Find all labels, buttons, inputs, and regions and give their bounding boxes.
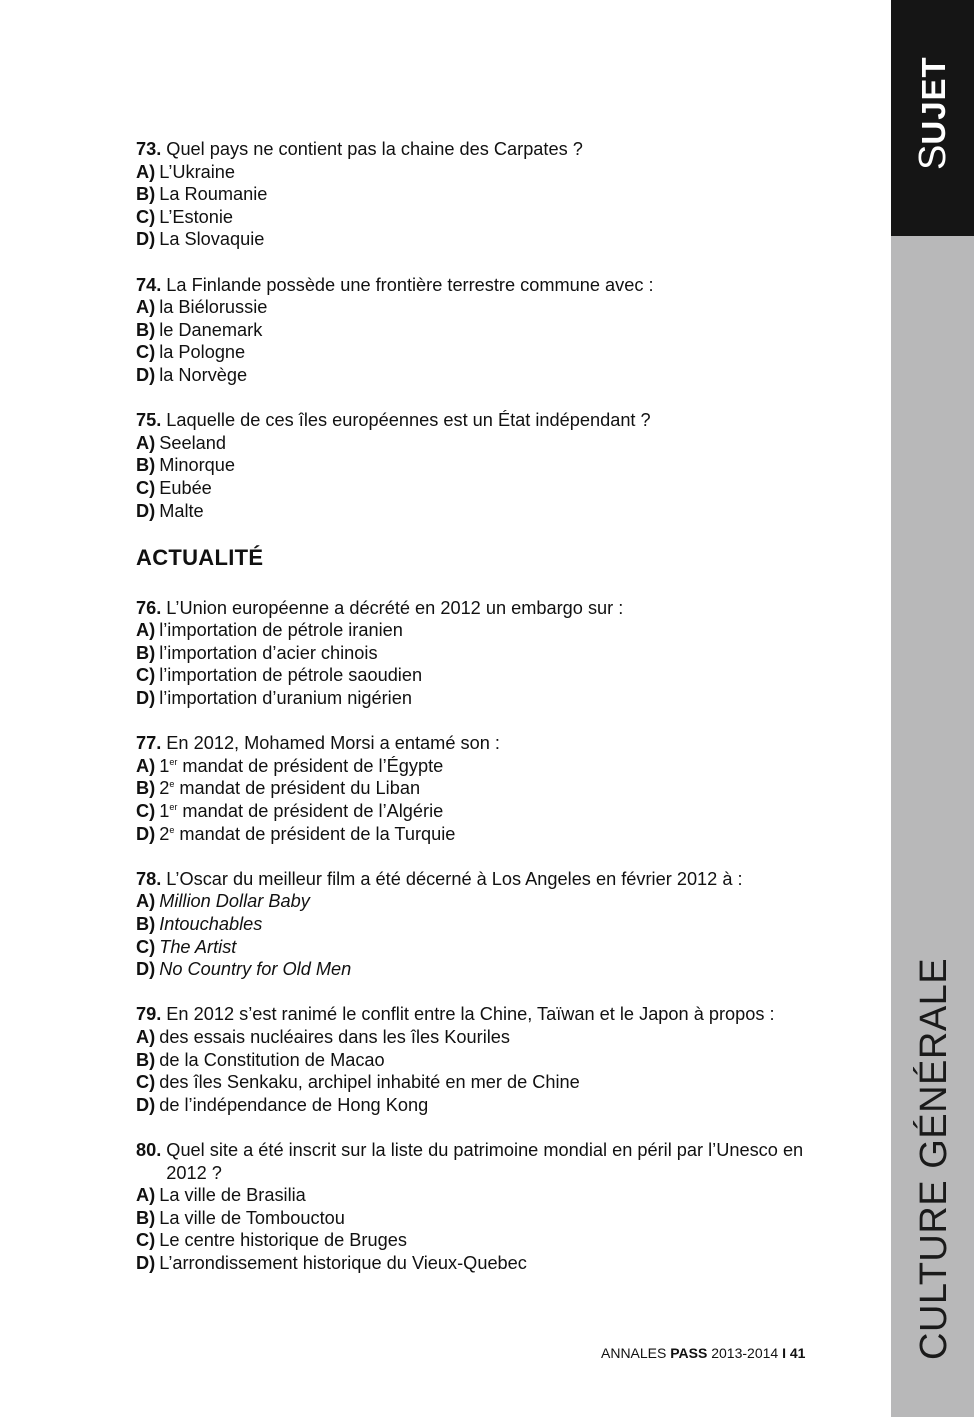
- option-ordinal: 1: [159, 755, 170, 776]
- option: [136, 823, 826, 846]
- question-number: 79.: [136, 1004, 162, 1025]
- option: [136, 1049, 826, 1072]
- question-78: [136, 868, 826, 981]
- question-text: En 2012 s’est ranimé le conflit entre la Chine, Taïwan et le Japon à propos :: [166, 1004, 775, 1025]
- option-letter: C): [136, 665, 156, 686]
- option-letter: B): [136, 319, 156, 340]
- option: [136, 1252, 826, 1275]
- option-ordinal-suffix: e: [169, 779, 175, 790]
- option: [136, 777, 826, 800]
- option: [136, 319, 826, 342]
- option-letter: A): [136, 161, 156, 182]
- option-text: The Artist: [159, 936, 237, 957]
- option: [136, 958, 826, 981]
- option-ordinal: 1: [159, 801, 170, 822]
- question-77: [136, 732, 826, 845]
- option-letter: A): [136, 297, 156, 318]
- option-text: mandat de président du Liban: [174, 778, 421, 799]
- option-letter: A): [136, 432, 156, 453]
- question-number: 77.: [136, 733, 162, 754]
- option-text: La Slovaquie: [159, 229, 265, 250]
- option-text: L’arrondissement historique du Vieux-Quebec: [159, 1252, 527, 1273]
- option-text: la Biélorussie: [159, 297, 268, 318]
- option-text: La Roumanie: [159, 184, 268, 205]
- option-letter: A): [136, 891, 156, 912]
- option: [136, 341, 826, 364]
- option-text: la Norvège: [159, 364, 248, 385]
- option-text: Seeland: [159, 432, 226, 453]
- option-text: des îles Senkaku, archipel inhabité en mer de Chine: [159, 1072, 580, 1093]
- question-80: [136, 1139, 826, 1275]
- option-text: Malte: [159, 500, 204, 521]
- option-text: l’importation d’uranium nigérien: [159, 688, 412, 709]
- option-ordinal: 2: [159, 778, 170, 799]
- option-letter: C): [136, 1230, 156, 1251]
- option-text: La ville de Brasilia: [159, 1185, 306, 1206]
- option: [136, 228, 826, 251]
- option-letter: A): [136, 1026, 156, 1047]
- option: [136, 206, 826, 229]
- option: [136, 1207, 826, 1230]
- option-text: Le centre historique de Bruges: [159, 1230, 407, 1251]
- question-text: Quel pays ne contient pas la chaine des Carpates ?: [166, 139, 583, 159]
- option-text: La ville de Tombouctou: [159, 1207, 345, 1228]
- option: [136, 183, 826, 206]
- option: [136, 500, 826, 523]
- question-text: L’Union européenne a décrété en 2012 un embargo sur :: [166, 597, 624, 618]
- question-number: 78.: [136, 868, 162, 889]
- option-text: No Country for Old Men: [159, 959, 352, 980]
- option-letter: B): [136, 642, 156, 663]
- question-74: [136, 274, 826, 387]
- option-text: mandat de président de la Turquie: [174, 823, 456, 844]
- option-letter: B): [136, 184, 156, 205]
- option-letter: C): [136, 1072, 156, 1093]
- option-ordinal-suffix: e: [169, 824, 175, 835]
- option-text: Million Dollar Baby: [159, 891, 310, 912]
- option-letter: A): [136, 755, 156, 776]
- question-number: 76.: [136, 597, 162, 618]
- option: [136, 161, 826, 184]
- option-text: Intouchables: [159, 914, 263, 934]
- question-line: [136, 138, 826, 161]
- option-letter: B): [136, 1207, 156, 1228]
- option-letter: D): [136, 500, 156, 521]
- question-text: Quel site a été inscrit sur la liste du patrimoine mondial en péril par l’Unesco en 2012 ?: [166, 1139, 804, 1183]
- option: [136, 642, 826, 665]
- footer-prefix: ANNALES: [601, 1345, 671, 1361]
- option-letter: D): [136, 1252, 156, 1273]
- option-letter: C): [136, 477, 156, 498]
- option: [136, 664, 826, 687]
- question-line: [136, 409, 826, 432]
- option: [136, 890, 826, 913]
- option-letter: B): [136, 455, 156, 476]
- question-line: [136, 1139, 826, 1184]
- footer-years: 2013-2014: [707, 1345, 783, 1361]
- option-letter: D): [136, 229, 156, 250]
- page-footer: [601, 1344, 805, 1362]
- option-letter: A): [136, 620, 156, 641]
- option-text: des essais nucléaires dans les îles Kouriles: [159, 1026, 510, 1047]
- option: [136, 1094, 826, 1117]
- option-text: de l’indépendance de Hong Kong: [159, 1094, 429, 1115]
- questions-block-news: [136, 1003, 826, 1274]
- option-ordinal: 2: [159, 823, 170, 844]
- option: [136, 936, 826, 959]
- option-ordinal-suffix: er: [169, 756, 178, 767]
- option-text: mandat de président de l’Algérie: [177, 801, 444, 822]
- question-text: En 2012, Mohamed Morsi a entamé son :: [166, 733, 500, 754]
- option-text: mandat de président de l’Égypte: [177, 755, 444, 776]
- question-79: [136, 1003, 826, 1116]
- sidebar-section-label: CULTURE GÉNÉRALE: [913, 957, 955, 1360]
- option-text: L’Estonie: [159, 206, 234, 227]
- option: [136, 454, 826, 477]
- option: [136, 1026, 826, 1049]
- question-76: [136, 597, 826, 710]
- question-75: [136, 409, 826, 522]
- question-number: 75.: [136, 410, 162, 431]
- question-line: [136, 597, 826, 620]
- option: [136, 364, 826, 387]
- option-text: Eubée: [159, 477, 212, 498]
- option: [136, 296, 826, 319]
- option-letter: D): [136, 959, 156, 980]
- option-letter: A): [136, 1185, 156, 1206]
- question-line: [136, 732, 826, 755]
- option-letter: C): [136, 342, 156, 363]
- sidebar-sujet-initial: S: [912, 144, 954, 170]
- section-title: ACTUALITÉ: [136, 544, 264, 570]
- option: [136, 477, 826, 500]
- option-letter: C): [136, 801, 156, 822]
- option: [136, 687, 826, 710]
- footer-brand: PASS: [670, 1345, 708, 1361]
- option: [136, 755, 826, 778]
- option-text: l’importation de pétrole saoudien: [159, 665, 423, 686]
- question-text: Laquelle de ces îles européennes est un État indépendant ?: [166, 410, 651, 431]
- option: [136, 432, 826, 455]
- option-text: la Pologne: [159, 342, 246, 363]
- option-text: Minorque: [159, 455, 236, 476]
- option-letter: D): [136, 688, 156, 709]
- question-73: [136, 138, 826, 251]
- question-line: [136, 274, 826, 297]
- option-letter: B): [136, 914, 156, 934]
- question-line: [136, 1003, 826, 1026]
- sidebar-sujet-label: [912, 56, 954, 170]
- question-column: [136, 138, 826, 1297]
- option: [136, 913, 826, 936]
- question-number: 80.: [136, 1139, 162, 1160]
- question-text: La Finlande possède une frontière terrestre commune avec :: [166, 274, 654, 295]
- option-text: le Danemark: [159, 319, 263, 340]
- option-letter: C): [136, 206, 156, 227]
- option-letter: D): [136, 823, 156, 844]
- sidebar-sujet-rest: UJET: [915, 56, 952, 145]
- option-letter: D): [136, 364, 156, 385]
- option: [136, 619, 826, 642]
- option-letter: B): [136, 778, 156, 799]
- question-number: 73.: [136, 139, 162, 159]
- option-ordinal-suffix: er: [169, 802, 178, 813]
- footer-page-number: I 41: [782, 1345, 806, 1361]
- option-text: l’importation de pétrole iranien: [159, 620, 403, 641]
- option-letter: B): [136, 1049, 156, 1070]
- question-line: [136, 868, 826, 891]
- option: [136, 1184, 826, 1207]
- question-text: L’Oscar du meilleur film a été décerné à Los Angeles en février 2012 à :: [166, 868, 743, 889]
- option: [136, 1071, 826, 1094]
- option: [136, 800, 826, 823]
- questions-block-geography: [136, 138, 826, 522]
- option-text: L’Ukraine: [159, 161, 236, 182]
- option: [136, 1229, 826, 1252]
- option-text: de la Constitution de Macao: [159, 1049, 385, 1070]
- option-text: l’importation d’acier chinois: [159, 642, 378, 663]
- option-letter: C): [136, 936, 156, 957]
- question-number: 74.: [136, 274, 162, 295]
- option-letter: D): [136, 1094, 156, 1115]
